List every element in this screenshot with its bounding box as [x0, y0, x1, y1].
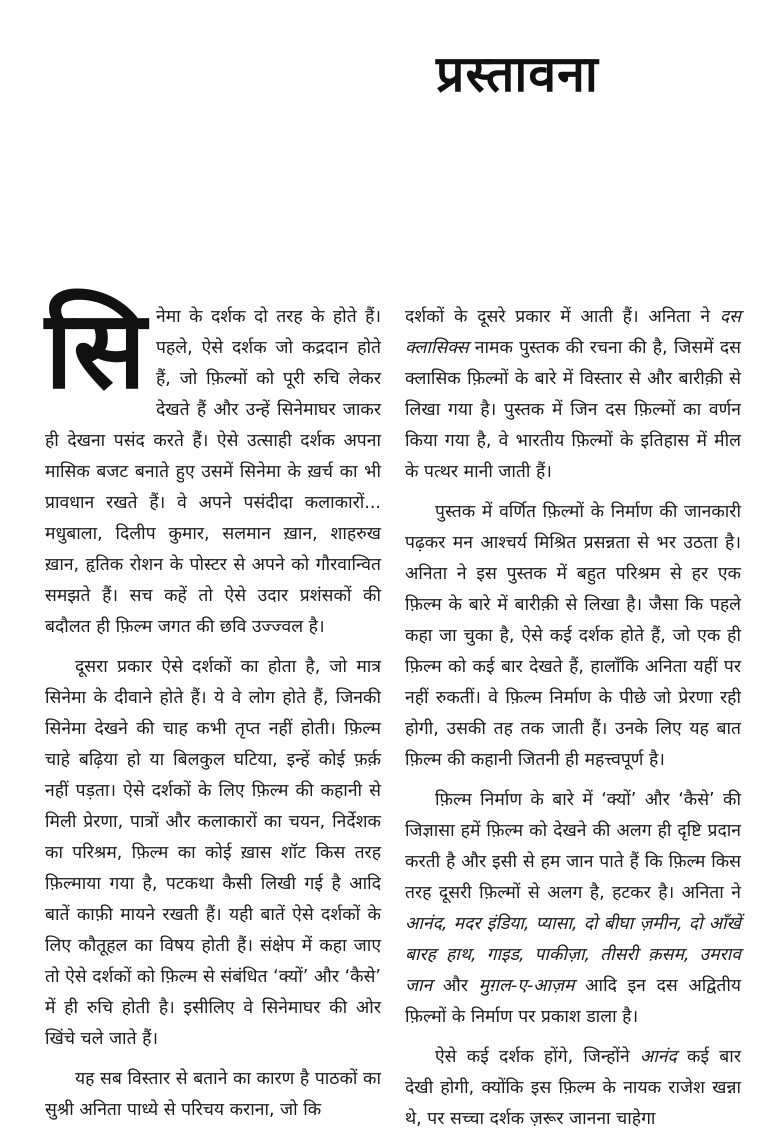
italic-title-text: मुग़ल-ए-आज़म	[478, 976, 575, 996]
body-text: नेमा के दर्शक दो तरह के होते हैं। पहले, ऐसे दर्शक जो कद्रदान होते हैं, जो फ़िल्मों को पूरी रुचि लेकर देखते हैं और उन्हें सिनेमाघर जाकर ही देखना पसंद करते हैं। ऐसे उत्साही दर्शक अपना मासिक बजट बनाते हुए उसमें सिनेमा के ख़र्च का भी प्रावधान रखते हैं। वे अपने पसंदीदा कलाकारों... मधुबाला, दिलीप कुमार, सलमान ख़ान, शाहरुख ख़ान, हृतिक रोशन के पोस्टर से अपने को गौरवान्वित समझते हैं। सच कहें तो ऐसे उदार प्रशंसकों की बदौलत ही फ़िल्म जगत की छवि उज्ज्वल है।	[45, 307, 381, 637]
paragraph	[405, 302, 741, 488]
paragraph	[45, 1064, 381, 1126]
italic-title-text: आनंद, मदर इंडिया, प्यासा, दो बीघा ज़मीन, दो आँखें बारह हाथ, गाइड, पाकीज़ा, तीसरी क़सम, उमराव जान	[405, 914, 741, 996]
paragraph	[45, 652, 381, 1055]
left-column	[45, 287, 381, 1135]
paragraph	[405, 785, 741, 1033]
drop-cap: सि	[45, 287, 146, 413]
italic-title-text: दस क्लासिक्स	[405, 307, 741, 358]
body-text: फ़िल्म निर्माण के बारे में ‘क्यों’ और ‘कैसे’ की जिज्ञासा हमें फ़िल्म को देखने की अलग ही दृष्टि प्रदान करती है और इसी से हम जान पाते हैं कि फ़िल्म किस तरह दूसरी फ़िल्मों से अलग है, हटकर है। अनिता ने	[405, 790, 741, 903]
paragraph	[45, 287, 381, 643]
body-text: कई बार देखी होगी, क्योंकि इस फ़िल्म के नायक राजेश खन्ना थे, पर सच्चा दर्शक ज़रूर जानना चाहेगा	[405, 1047, 741, 1129]
body-text: ऐसे कई दर्शक होंगे, जिन्होंने	[435, 1047, 640, 1067]
body-text: दूसरा प्रकार ऐसे दर्शकों का होता है, जो मात्र सिनेमा के दीवाने होते हैं। ये वे लोग होते हैं, जिनकी सिनेमा देखने की चाह कभी तृप्त नहीं होती। फ़िल्म चाहे बढ़िया हो या बिलकुल घटिया, इन्हें कोई फ़र्क़ नहीं पड़ता। ऐसे दर्शकों के लिए फ़िल्म की कहानी से मिली प्रेरणा, पात्रों और कलाकारों का चयन, निर्देशक का परिश्रम, फ़िल्म का कोई ख़ास शॉट किस तरह फ़िल्माया गया है, पटकथा कैसी लिखी गई है आदि बातें काफ़ी मायने रखती हैं। यही बातें ऐसे दर्शकों के लिए कौतूहल का विषय होती हैं। संक्षेप में कहा जाए तो ऐसे दर्शकों को फ़िल्म से संबंधित ‘क्यों’ और ‘कैसे’ में ही रुचि होती है। इसीलिए वे सिनेमाघर की ओर खिंचे चले जाते हैं।	[45, 657, 381, 1049]
body-text: पुस्तक में वर्णित फ़िल्मों के निर्माण की जानकारी पढ़कर मन आश्चर्य मिश्रित प्रसन्नता से भर उठता है। अनिता ने इस पुस्तक में बहुत परिश्रम से हर एक फ़िल्म के बारे में बारीक़ी से लिखा है। जैसा कि पहले कहा जा चुका है, ऐसे कई दर्शक होते हैं, जो एक ही फ़िल्म को कई बार देखते हैं, हालाँकि अनिता यहीं पर नहीं रुकतीं। वे फ़िल्म निर्माण के पीछे जो प्रेरणा रही होगी, उसकी तह तक जाती हैं। उनके लिए यह बात फ़िल्म की कहानी जितनी ही महत्त्वपूर्ण है।	[405, 502, 741, 770]
page-title: प्रस्तावना	[436, 45, 599, 103]
body-text: नामक पुस्तक की रचना की है, जिसमें दस क्लासिक फ़िल्मों के बारे में विस्तार से और बारीक़ी से लिखा गया है। पुस्तक में जिन दस फ़िल्मों का वर्णन किया गया है, वे भारतीय फ़िल्मों के इतिहास में मील के पत्थर मानी जाती हैं।	[405, 338, 741, 482]
body-text: आदि इन दस अद्वितीय फ़िल्मों के निर्माण पर प्रकाश डाला है।	[405, 976, 742, 1027]
body-text: दर्शकों के दूसरे प्रकार में आती हैं। अनिता ने	[405, 307, 720, 327]
paragraph	[405, 497, 741, 776]
right-column	[405, 302, 741, 1144]
body-text: और	[432, 976, 479, 996]
body-text: यह सब विस्तार से बताने का कारण है पाठकों का सुश्री अनिता पाध्ये से परिचय कराना, जो कि	[45, 1069, 381, 1120]
italic-title-text: आनंद	[639, 1047, 677, 1067]
paragraph	[405, 1042, 741, 1135]
